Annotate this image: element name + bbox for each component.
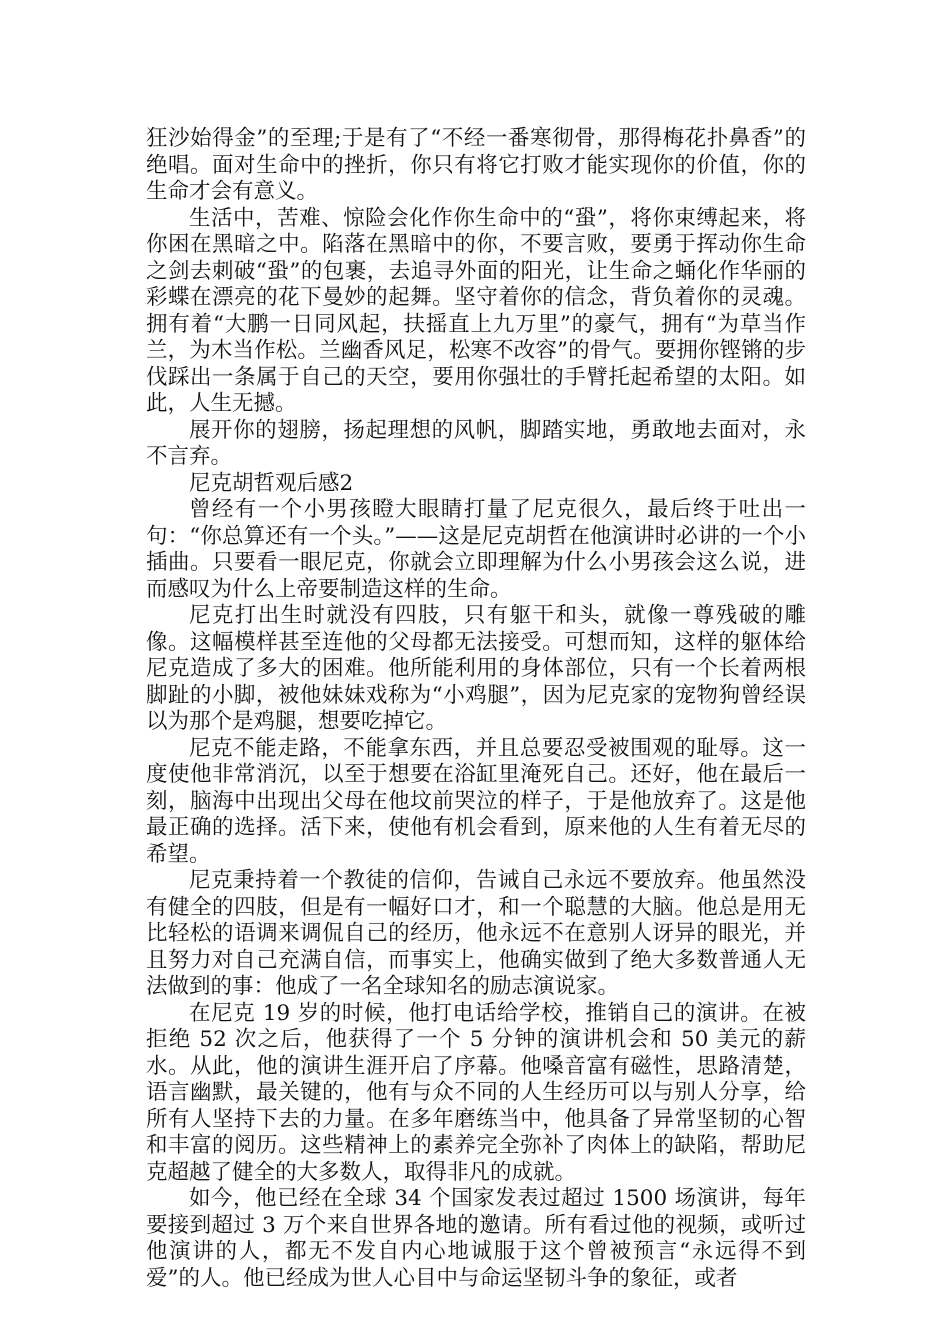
section-heading: 尼克胡哲观后感2 [189, 470, 354, 496]
paragraph: 曾经有一个小男孩瞪大眼睛打量了尼克很久，最后终于吐出一句：“你总算还有一个头。”——这是尼克胡哲在他演讲时必讲的一个小插曲。只要看一眼尼克，你就会立即理解为什么小男孩会这么说，进而感叹为什么上帝要制造这样的生命。 [146, 497, 806, 602]
paragraph: 尼克秉持着一个教徒的信仰，告诫自己永远不要放弃。他虽然没有健全的四肢，但是有一幅好口才，和一个聪慧的大脑。他总是用无比轻松的语调来调侃自己的经历，他永远不在意别人讶异的眼光，并且努力对自己充满自信，而事实上，他确实做到了绝大多数普通人无法做到的事：他成了一名全球知名的励志演说家。 [146, 868, 806, 999]
document-body [146, 126, 806, 1292]
paragraph-continued: 狂沙始得金”的至理;于是有了“不经一番寒彻骨，那得梅花扑鼻香”的绝唱。面对生命中的挫折，你只有将它打败才能实现你的价值，你的生命才会有意义。 [146, 126, 806, 204]
paragraph: 尼克打出生时就没有四肢，只有躯干和头，就像一尊残破的雕像。这幅模样甚至连他的父母都无法接受。可想而知，这样的躯体给尼克造成了多大的困难。他所能利用的身体部位，只有一个长着两根脚趾的小脚，被他妹妹戏称为“小鸡腿”，因为尼克家的宠物狗曾经误以为那个是鸡腿，想要吃掉它。 [146, 603, 806, 734]
paragraph: 展开你的翅膀，扬起理想的风帆，脚踏实地，勇敢地去面对，永不言弃。 [146, 417, 806, 469]
paragraph: 尼克不能走路，不能拿东西，并且总要忍受被围观的耻辱。这一度使他非常消沉，以至于想要在浴缸里淹死自己。还好，他在最后一刻，脑海中出现出父母在他坟前哭泣的样子，于是他放弃了。这是他最正确的选择。活下来，使他有机会看到，原来他的人生有着无尽的希望。 [146, 735, 806, 867]
paragraph: 在尼克 19 岁的时候，他打电话给学校，推销自己的演讲。在被拒绝 52 次之后，他获得了一个 5 分钟的演讲机会和 50 美元的薪水。从此，他的演讲生涯开启了序幕。他嗓音富有磁性，思路清楚，语言幽默，最关键的，他有与众不同的人生经历可以与别人分享，给所有人坚持下去的力量。在多年磨练当中，他具备了异常坚韧的心智和丰富的阅历。这些精神上的素养完全弥补了肉体上的缺陷，帮助尼克超越了健全的大多数人，取得非凡的成就。 [146, 1000, 806, 1185]
paragraph: 生活中，苦难、惊险会化作你生命中的“蛩”，将你束缚起来，将你困在黑暗之中。陷落在黑暗中的你，不要言败，要勇于挥动你生命之剑去刺破“蛩”的包裹，去追寻外面的阳光，让生命之蛹化作华丽的彩蝶在漂亮的花下曼妙的起舞。坚守着你的信念，背负着你的灵魂。拥有着“大鹏一日同风起，扶摇直上九万里”的豪气，拥有“为草当作兰，为木当作松。兰幽香风足，松寒不改容”的骨气。要拥你铿锵的步伐踩出一条属于自己的天空，要用你强壮的手臂托起希望的太阳。如此，人生无撼。 [146, 205, 806, 416]
paragraph: 如今，他已经在全球 34 个国家发表过超过 1500 场演讲，每年要接到超过 3 万个来自世界各地的邀请。所有看过他的视频，或听过他演讲的人，都无不发自内心地诚服于这个曾被预言“永远得不到爱”的人。他已经成为世人心目中与命运坚韧斗争的象征，或者 [146, 1186, 806, 1291]
